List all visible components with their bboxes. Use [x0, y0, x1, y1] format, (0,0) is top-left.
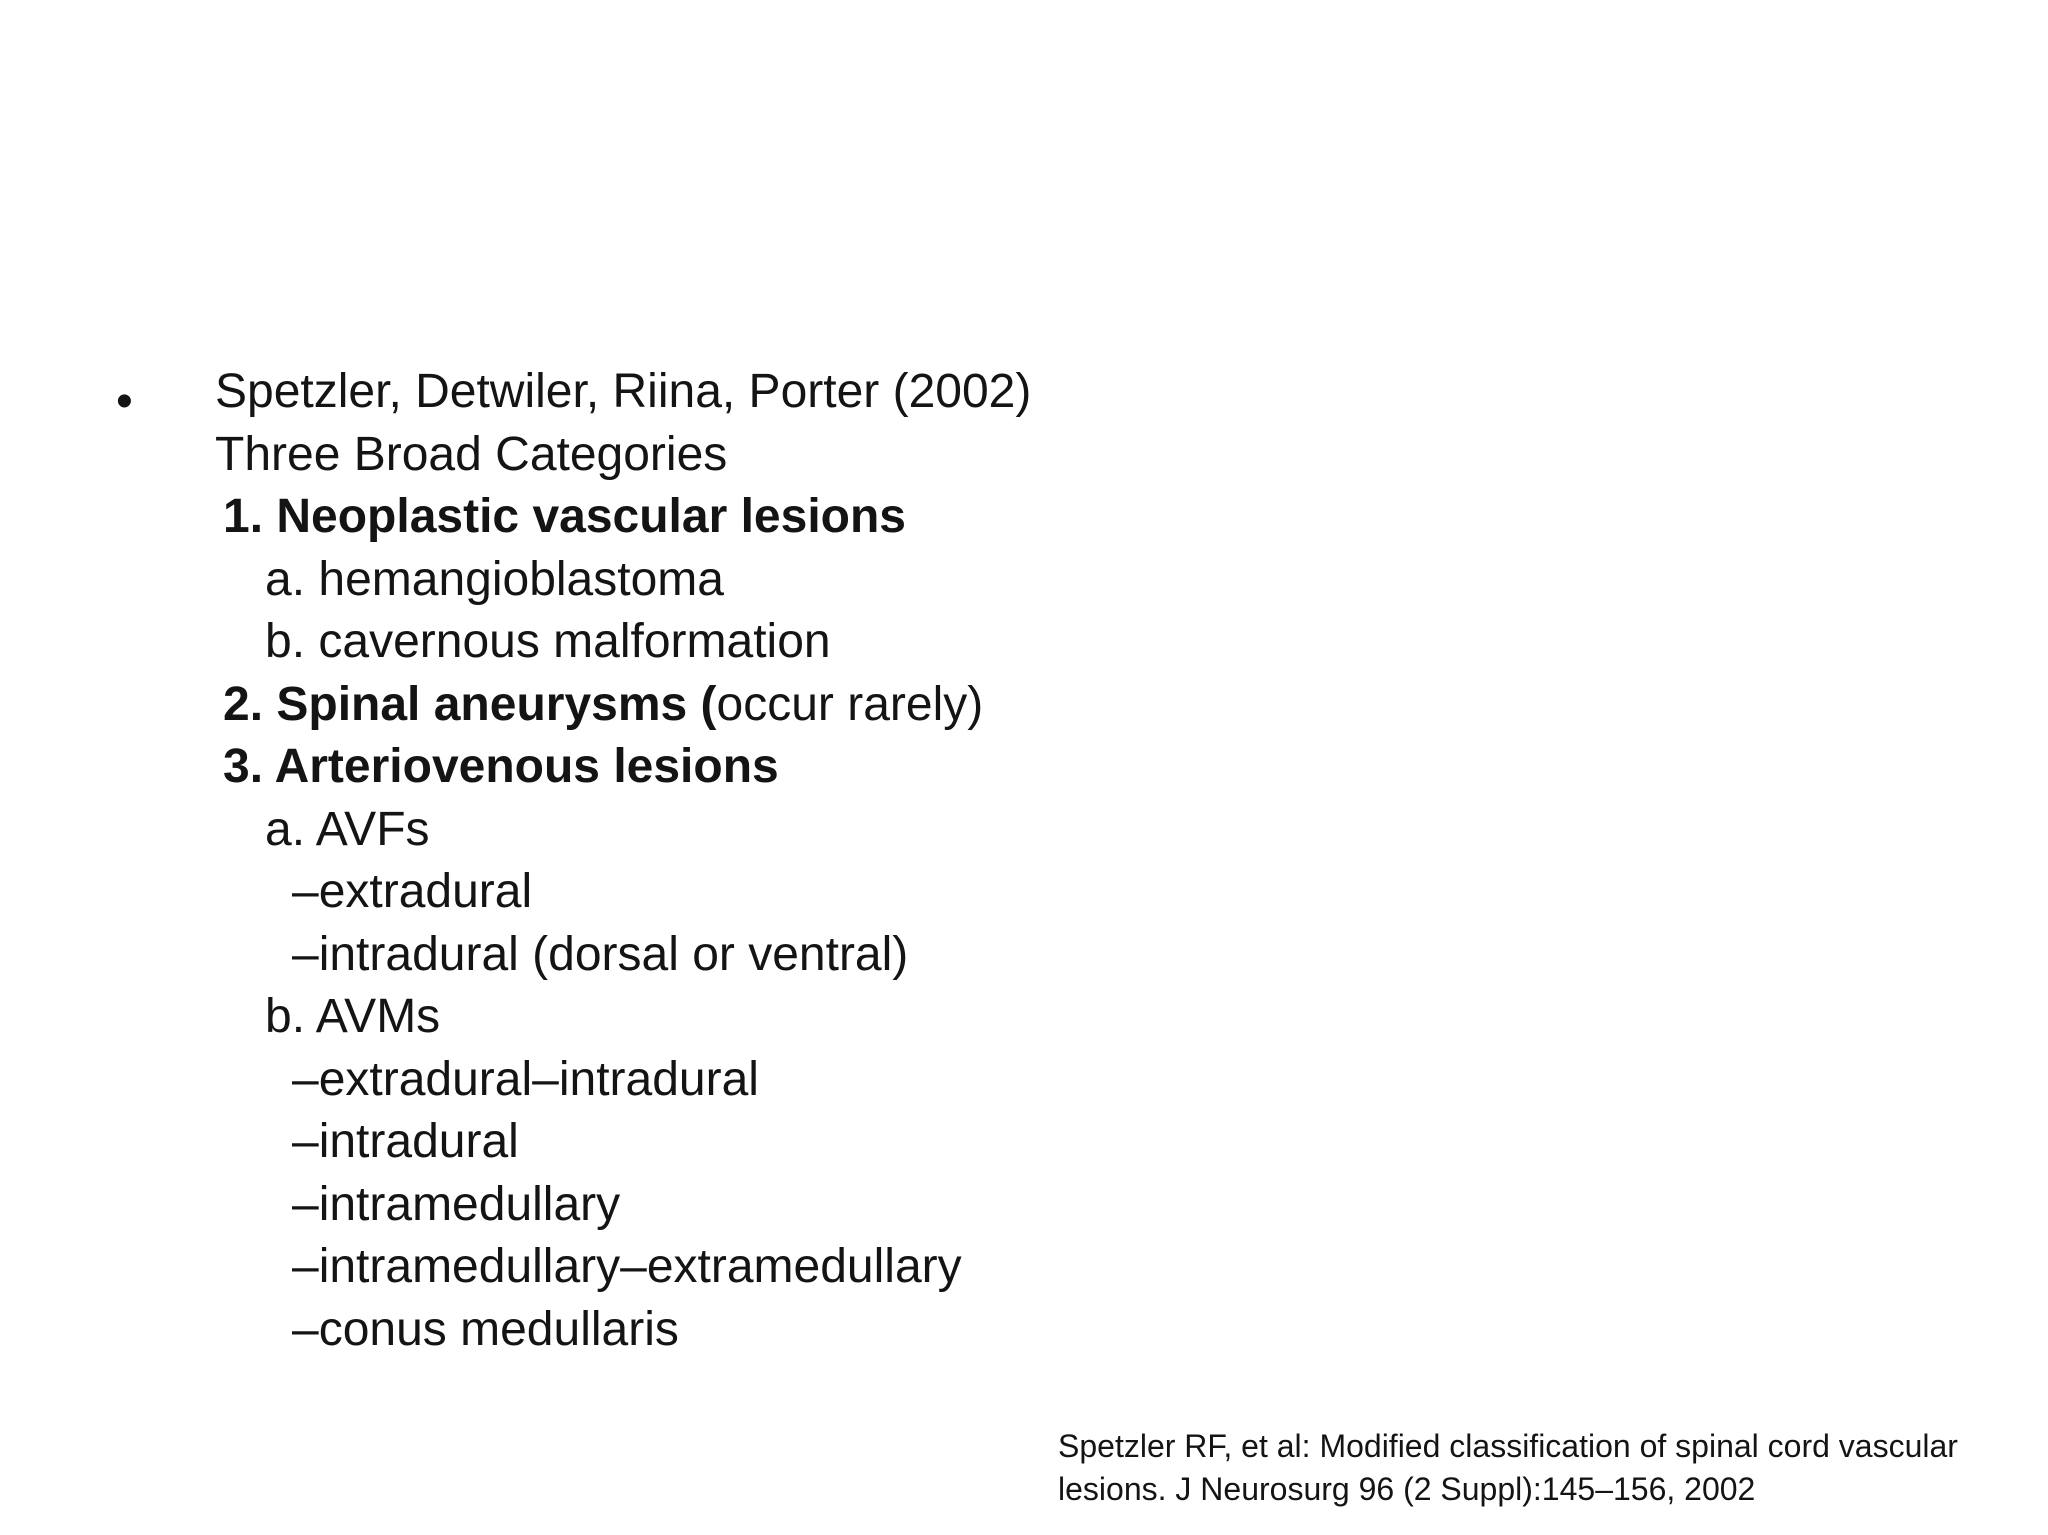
category-3-item-a: a. AVFs: [265, 802, 430, 856]
categories-intro: Three Broad Categories: [215, 427, 728, 481]
category-3-heading: 3. Arteriovenous lesions: [223, 740, 779, 793]
authors-line: Spetzler, Detwiler, Riina, Porter (2002): [215, 365, 1032, 418]
category-1-heading: 1. Neoplastic vascular lesions: [223, 490, 906, 543]
citation: [1058, 1425, 1958, 1511]
avm-subtype-intramedullary: –intramedullary: [292, 1177, 621, 1231]
category-2-heading: [215, 674, 1031, 737]
avf-subtype-extradural: –extradural: [292, 865, 533, 918]
citation-line-1: Spetzler RF, et al: Modified classification of spinal cord vascular: [1058, 1428, 1958, 1464]
citation-line-2: lesions. J Neurosurg 96 (2 Suppl):145–156, 2002: [1058, 1471, 1756, 1507]
avm-subtype-conus-medullaris: –conus medullaris: [292, 1302, 679, 1356]
avf-subtype-intradural: –intradural (dorsal or ventral): [292, 927, 909, 981]
category-3-item-b: b. AVMs: [265, 990, 441, 1043]
category-2-title: 2. Spinal aneurysms (: [223, 677, 717, 731]
category-2-note: occur rarely): [716, 677, 984, 731]
avm-subtype-intramedullary-extramedullary: –intramedullary–extramedullary: [292, 1240, 962, 1293]
avm-subtype-intradural: –intradural: [292, 1115, 519, 1168]
bullet-point: •: [116, 375, 133, 428]
avm-subtype-extradural-intradural: –extradural–intradural: [292, 1052, 759, 1106]
classification-list: [215, 361, 1031, 1361]
category-1-item-b: b. cavernous malformation: [265, 615, 831, 668]
category-1-item-a: a. hemangioblastoma: [265, 552, 724, 606]
